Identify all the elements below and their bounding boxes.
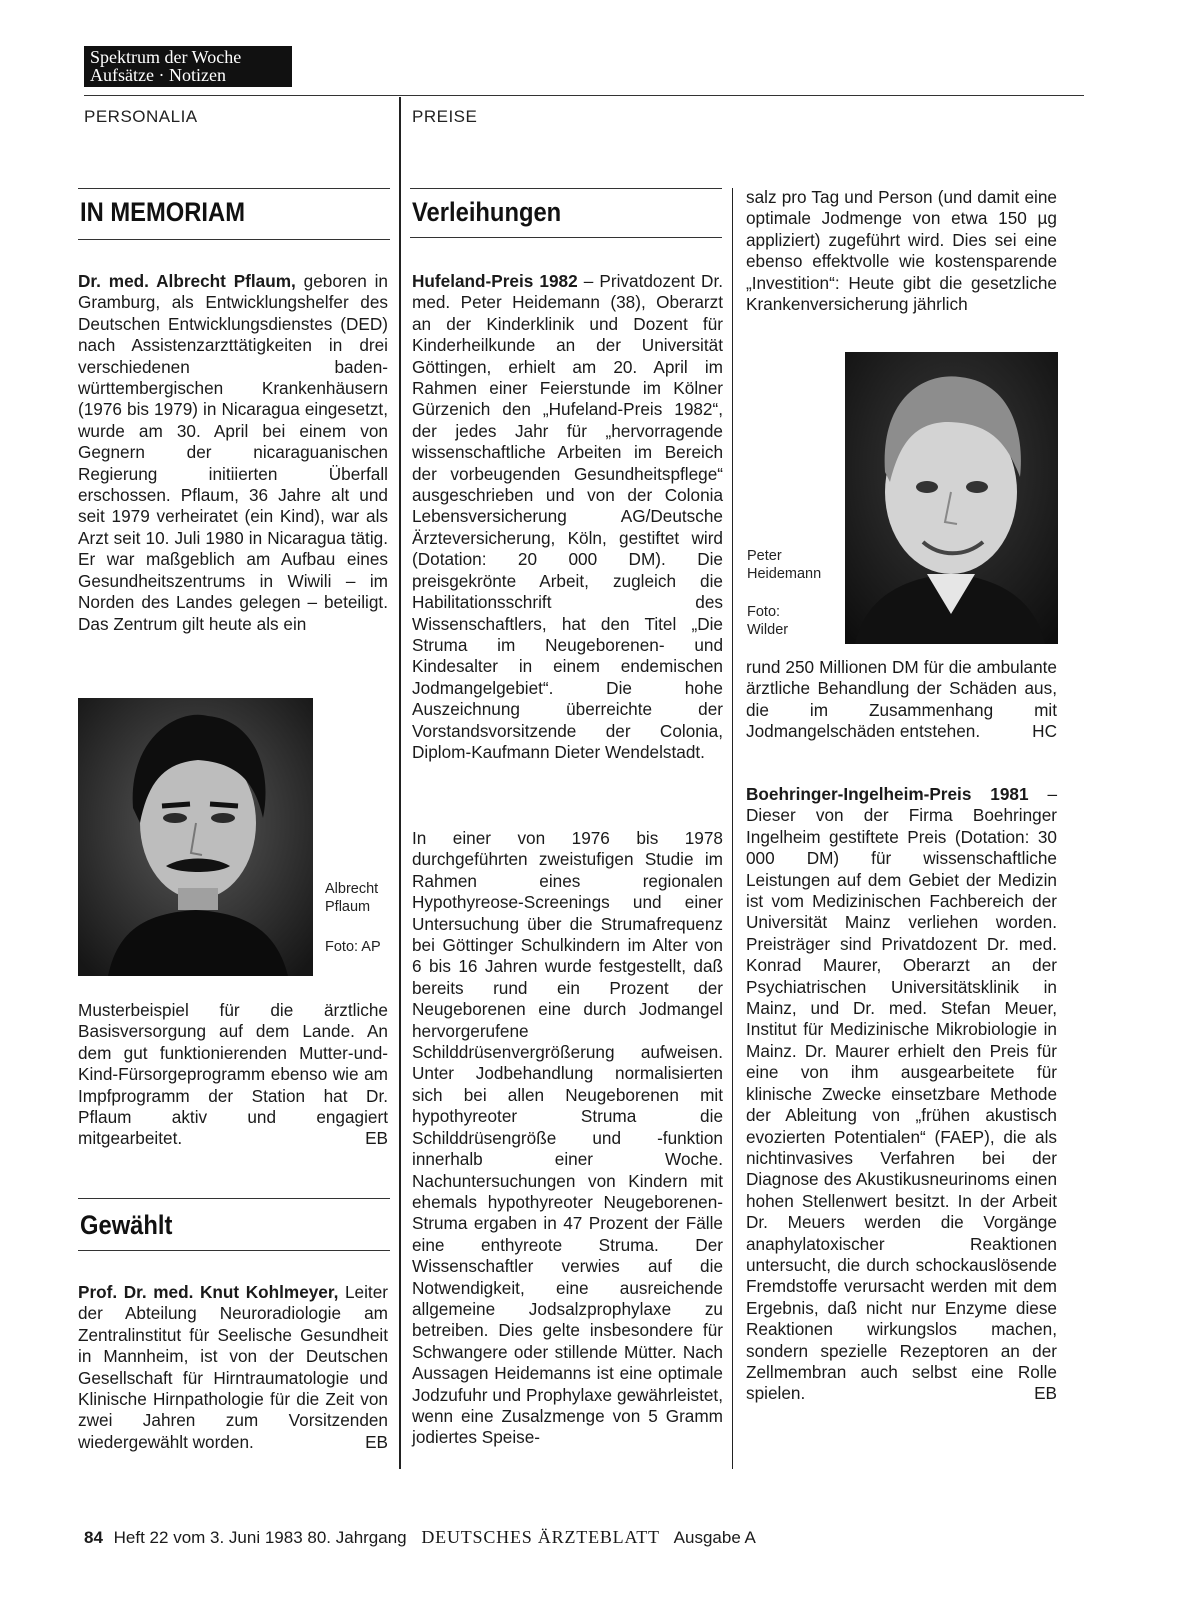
boehringer-signature: EB [1034,1383,1057,1404]
verleihungen-headline: Verleihungen [412,197,562,227]
verleihungen-top-rule [410,188,722,189]
boehringer-paragraph: – Dieser von der Firma Boehringer Ingelheim gestiftete Preis (Dotation: 30 000 DM) für wissenschaftliche Leistungen auf dem Gebiet der Medizin ist vom Medizinischen Fachbereich der Universität Mainz verliehen worden. Preisträger sind Privatdozent Dr. med. Konrad Maurer, Oberarzt an der Psychiatrischen Universitätsklinik in Mainz, und Dr. med. Stefan Meuer, Institut für Medizinische Mikrobiologie in Mainz. Dr. Maurer erhielt den Preis für eine von ihm ausgearbeitete für klinische Zwecke einsetzbare Methode der Ableitung von „frühen akustisch evozierten Potentialen“ (FAEP), die als nichtinvasives Verfahren bei der Diagnose des Akustikusneurinoms einen hohen Stellenwert besitzt. In der Arbeit Dr. Meuers werden die Vorgänge anaphylatoxischer Reaktionen untersucht, die durch schockauslösende Fremdstoffe verursacht werden mit dem Ergebnis, daß nicht nur Enzyme diese Reaktionen wirkungslos machen, sondern spezielle Rezeptoren an der Zellmembran auch selbst eine Rolle spielen. [746,784,1057,1404]
verleihungen-text-1 [412,271,723,763]
gewaehlt-text [78,1282,388,1453]
memoriam-paragraph-2: Musterbeispiel für die ärztliche Basisversorgung auf dem Lande. An dem gut funktionierenden Mutter-und-Kind-Fürsorgeprogramm ebenso wie am Impfprogramm der Station hat Dr. Pflaum aktiv und engagiert mitgearbeitet. [78,1000,388,1149]
memoriam-paragraph-1: geboren in Gramburg, als Entwicklungshelfer des Deutschen Entwicklungsdienstes (DED) nach Assistenzarzttätigkeiten in drei verschiedenen baden-württembergischen Krankenhäusern (1976 bis 1979) in Nicaragua eingesetzt, wurde am 30. April bei einem von Gegnern der nicaraguanischen Regierung initiierten Überfall erschossen. Pflaum, 36 Jahre alt und seit 1979 verheiratet (ein Kind), war als Arzt seit 10. Juli 1980 in Nicaragua tätig. Er war maßgeblich am Aufbau eines Gesundheitszentrums in Wiwili – im Norden des Landes gelegen – beteiligt. Das Zentrum gilt heute als ein [78,271,388,634]
pflaum-caption-name: Albrecht Pflaum [325,881,379,915]
photo-pflaum [78,698,313,976]
hufeland-paragraph-3: salz pro Tag und Person (und damit eine optimale Jodmenge von etwa 150 µg appliziert) zugeführt wird. Dies sei eine ebenso effektvolle wie kostensparende „Investition“: Heute gibt die gesetzliche Krankenversicherung jährlich [746,187,1057,315]
column-divider-right [732,188,733,1469]
gewaehlt-lead-name: Prof. Dr. med. Knut Kohlmeyer, [78,1282,339,1302]
column-divider [399,97,401,1469]
boehringer-lead-name: Boehringer-Ingelheim-Preis 1981 [746,784,1029,804]
memoriam-signature: EB [365,1128,388,1149]
memoriam-text-1 [78,271,388,635]
hufeland-signature: HC [1032,721,1057,742]
verleihungen-text-2 [412,828,723,1449]
issue-info: Heft 22 vom 3. Juni 1983 80. Jahrgang [113,1528,407,1547]
gewaehlt-bottom-rule [78,1250,390,1251]
memoriam-bottom-rule [78,239,390,240]
pflaum-caption-credit: Foto: AP [325,939,381,955]
section-tag-line1: Spektrum der Woche [90,47,242,67]
portrait-image [845,352,1058,644]
heidemann-caption-credit: Foto: Wilder [747,604,789,638]
hufeland-paragraph-4: rund 250 Millionen DM für die ambulante ärztliche Behandlung der Schäden aus, die im Zusammenhang mit Jodmangelschäden entstehen. [746,657,1057,742]
header-rule [84,95,1084,96]
photo-heidemann [845,352,1058,644]
hufeland-paragraph-1: – Privatdozent Dr. med. Peter Heidemann (38), Oberarzt an der Kinderklinik und Dozent für Kinderheilkunde an der Universität Göttingen, erhielt am 20. April im Rahmen einer Feierstunde im Kölner Gürzenich den „Hufeland-Preis 1982“, der jedes Jahr für „hervorragende wissenschaftliche Arbeiten im Bereich der vorbeugenden Gesundheitspflege“ ausgeschrieben und von der Colonia Lebensversicherung AG/Deutsche Ärzteversicherung, Köln, gestiftet wird (Dotation: 20 000 DM). Die preisgekrönte Arbeit, zugleich die Habilitationsschrift des Wissenschaftlers, hat den Titel „Die Struma im Neugeborenen- und Kindesalter in einem endemischen Jodmangelgebiet“. Die hohe Auszeichnung überreichte der Vorstandsvorsitzende der Colonia, Diplom-Kaufmann Dieter Wendelstadt. [412,271,724,762]
gewaehlt-headline: Gewählt [80,1210,173,1240]
section-label-preise: PREISE [412,107,478,126]
boehringer-text [746,784,1057,1405]
page-number: 84 [84,1528,103,1547]
memoriam-lead-name: Dr. med. Albrecht Pflaum, [78,271,296,291]
section-tag [84,46,292,87]
memoriam-text-2 [78,1000,388,1150]
gewaehlt-signature: EB [365,1431,388,1452]
portrait-image [78,698,313,976]
hufeland-lead-name: Hufeland-Preis 1982 [412,271,578,291]
verleihungen-bottom-rule [410,237,722,238]
verleihungen-text-3 [746,187,1057,315]
heidemann-caption-name: Peter Heidemann [747,548,822,582]
memoriam-top-rule [78,188,390,189]
gewaehlt-top-rule [78,1198,390,1199]
section-label-personalia: PERSONALIA [84,107,198,126]
page-footer [84,1527,756,1548]
edition: Ausgabe A [673,1528,756,1547]
verleihungen-text-4 [746,657,1057,743]
gewaehlt-paragraph: Leiter der Abteilung Neuroradiologie am Zentralinstitut für Seelische Gesundheit in Mannheim, ist von der Deutschen Gesellschaft für Hirntraumatologie und Klinische Hirnpathologie für die Zeit von zwei Jahren zum Vorsitzenden wiedergewählt worden. [78,1282,388,1452]
memoriam-headline: IN MEMORIAM [80,197,245,227]
masthead: DEUTSCHES ÄRZTEBLATT [421,1527,660,1547]
hufeland-paragraph-2: In einer von 1976 bis 1978 durchgeführten zweistufigen Studie im Rahmen eines regionalen Hypothyreose-Screenings und einer Untersuchung über die Strumafrequenz bei Göttinger Schulkindern im Alter von 6 bis 16 Jahren wurde festgestellt, daß bereits rund ein Prozent der Neugeborenen eine durch Jodmangel hervorgerufene Schilddrüsenvergrößerung aufweisen. Unter Jodbehandlung normalisierten sich bei allen Neugeborenen mit hypothyreoter Struma die Schilddrüsengröße und -funktion innerhalb einer Woche. Nachuntersuchungen von Kindern mit ehemals hypothyreoter Neugeborenen-Struma ergaben in 47 Prozent der Fälle eine enthyreote Struma. Der Wissenschaftler verwies auf die Notwendigkeit, eine ausreichende allgemeine Jodsalzprophylaxe zu betreiben. Dies gelte insbesondere für Schwangere oder stillende Mütter. Nach Aussagen Heidemanns ist eine optimale Jodzufuhr und Prophylaxe gewährleistet, wenn eine Zusalzmenge von 5 Gramm jodiertes Speise- [412,828,723,1448]
section-tag-line2: Aufsätze · Notizen [90,65,226,85]
